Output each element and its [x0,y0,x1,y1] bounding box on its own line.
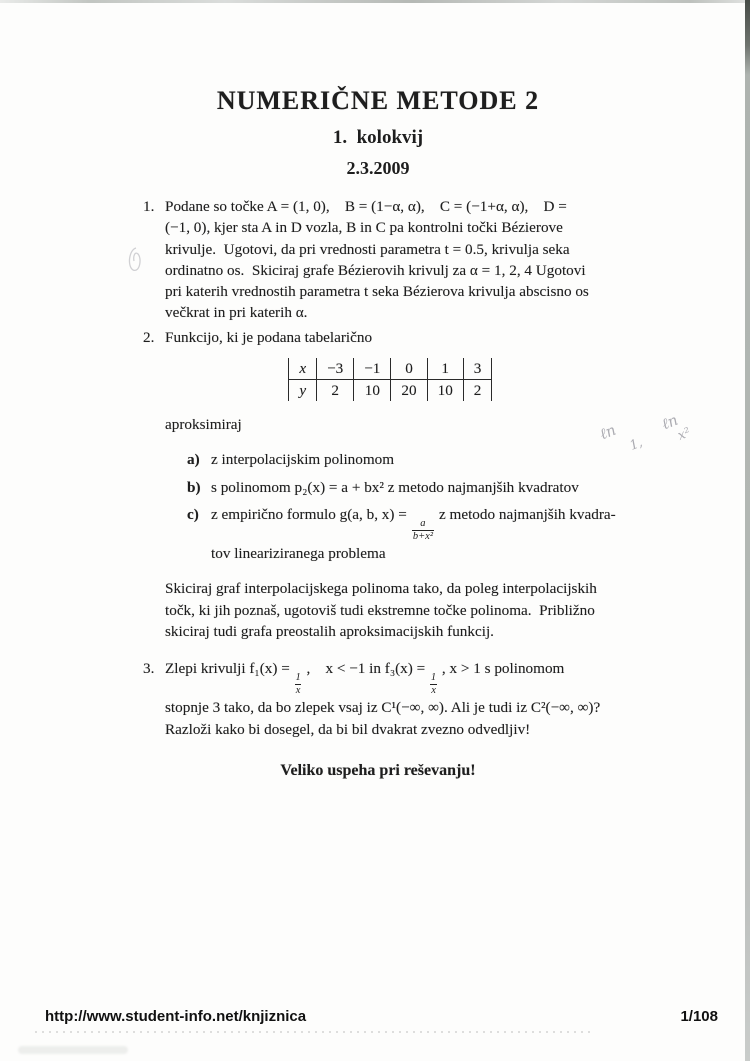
table-cell: y [289,380,317,402]
subitem-c [187,502,616,564]
subitem-c-line2: tov lineariziranega problema [211,545,386,563]
handwritten-mark: ℓn [659,410,681,434]
subitem-a [187,449,616,470]
table-row-x [289,358,492,380]
table-cell: 10 [427,380,463,402]
table-cell: 1 [427,358,463,380]
handwritten-mark: x² [675,425,693,444]
problem-1-number: 1. [143,198,155,215]
exam-date: 2.3.2009 [346,158,410,178]
table-cell: 3 [463,358,492,380]
data-table [288,358,492,401]
problem-1 [143,196,613,324]
page-title: NUMERIČNE METODE 2 [216,86,540,115]
problem-2-closing-line: skiciraj tudi grafa preostalih aproksimacijskih funkcij. [165,622,494,640]
pencil-doodle [125,246,147,274]
formula-text: , x > 1 s polinomom [441,660,565,678]
subitem-a-text: z interpolacijskim polinomom [211,451,395,469]
formula-text: Zlepi krivulji f₁(x) = [165,660,290,678]
table-cell: −1 [354,358,391,380]
fraction-numerator: 1 [430,672,437,684]
formula-text: z metodo najmanjših kvadra- [438,505,616,523]
scan-edge-right [745,0,750,1061]
problem-2-closing-line: točk, ki jih poznaš, ugotoviš tudi ekstremne točke polinoma. Približno [165,601,595,619]
problem-2-closing [165,578,616,642]
handwritten-annotation [597,410,710,473]
fraction-numerator: a [420,517,426,529]
table-cell: 20 [391,380,427,402]
problem-2-text [165,327,616,643]
formula-text: z empirično formulo g(a, b, x) = [211,505,407,523]
problem-1-line: pri katerih vrednostih parametra t seka Bézierova krivulja abscisno os [165,283,589,301]
print-bleed-artifact [35,1031,591,1033]
fraction-denominator: x [295,685,301,697]
subitem-c-line1 [211,505,616,543]
problem-3-line: stopnje 3 tako, da bo zlepek vsaj iz C¹(−∞, ∞). Ali je tudi iz C²(−∞, ∞)? [165,699,601,717]
problem-3-text [165,656,613,740]
good-luck-message: Veliko uspeha pri reševanju! [280,762,476,779]
problem-2-closing-line: Skiciraj graf interpolacijskega polinoma tako, da poleg interpolacijskih [165,580,597,598]
table-cell: 0 [391,358,427,380]
subitem-b-label: b) [187,478,201,496]
document-body [143,0,616,780]
handwritten-mark: 1, [627,435,645,454]
subitem-b-text: s polinomom p₂(x) = a + bx² z metodo najmanjših kvadratov [211,478,579,496]
fraction [430,672,437,697]
problem-1-line: ordinatno os. Skiciraj grafe Bézierovih krivulj za α = 1, 2, 4 Ugotovi [165,261,586,279]
table-cell: 2 [317,380,354,402]
fraction-numerator: 1 [295,672,301,684]
problem-3-number: 3. [143,660,155,678]
table-row-y [289,380,492,402]
approx-label: aproksimiraj [165,416,242,434]
problem-3-line1 [165,656,613,697]
problem-2 [143,327,616,643]
problem-3 [143,656,613,740]
problem-1-line: večkrat in pri katerih α. [165,304,308,322]
fraction [295,672,302,697]
table-cell: 10 [354,380,391,402]
scan-noise-blotch [18,1046,128,1054]
fraction-denominator: b+x² [412,531,433,543]
table-cell: x [289,358,317,380]
table-cell: 2 [463,380,492,402]
exam-subtitle: 1. kolokvij [332,127,424,148]
problem-1-line: Podane so točke A = (1, 0), B = (1−α, α), C = (−1+α, α), D = [165,198,567,215]
formula-text: , x < −1 in f₃(x) = [306,660,426,678]
problem-3-line: Razloži kako bi dosegel, da bi bil dvakrat zvezno odvedljiv! [165,720,531,738]
footer-page-number: 1/108 [680,1008,718,1025]
table-cell: −3 [317,358,354,380]
fraction-denominator: x [431,685,436,697]
subitem-c-text [211,502,616,564]
problem-1-line: (−1, 0), kjer sta A in D vozla, B in C pa kontrolni točki Bézierove [165,219,563,237]
subitem-b [187,477,616,498]
subitem-c-label: c) [187,505,199,523]
subitem-a-label: a) [187,451,200,469]
problem-1-line: krivulje. Ugotovi, da pri vrednosti parametra t = 0.5, krivulja seka [165,240,570,258]
problem-2-intro: Funkcijo, ki je podana tabelarično [165,328,373,346]
handwritten-mark: ℓn [597,420,619,444]
footer-url: http://www.student-info.net/knjiznica [45,1008,307,1025]
problem-2-number: 2. [143,328,155,346]
problem-2-sublist [187,449,616,564]
fraction [412,518,434,543]
problem-1-text [165,196,613,324]
